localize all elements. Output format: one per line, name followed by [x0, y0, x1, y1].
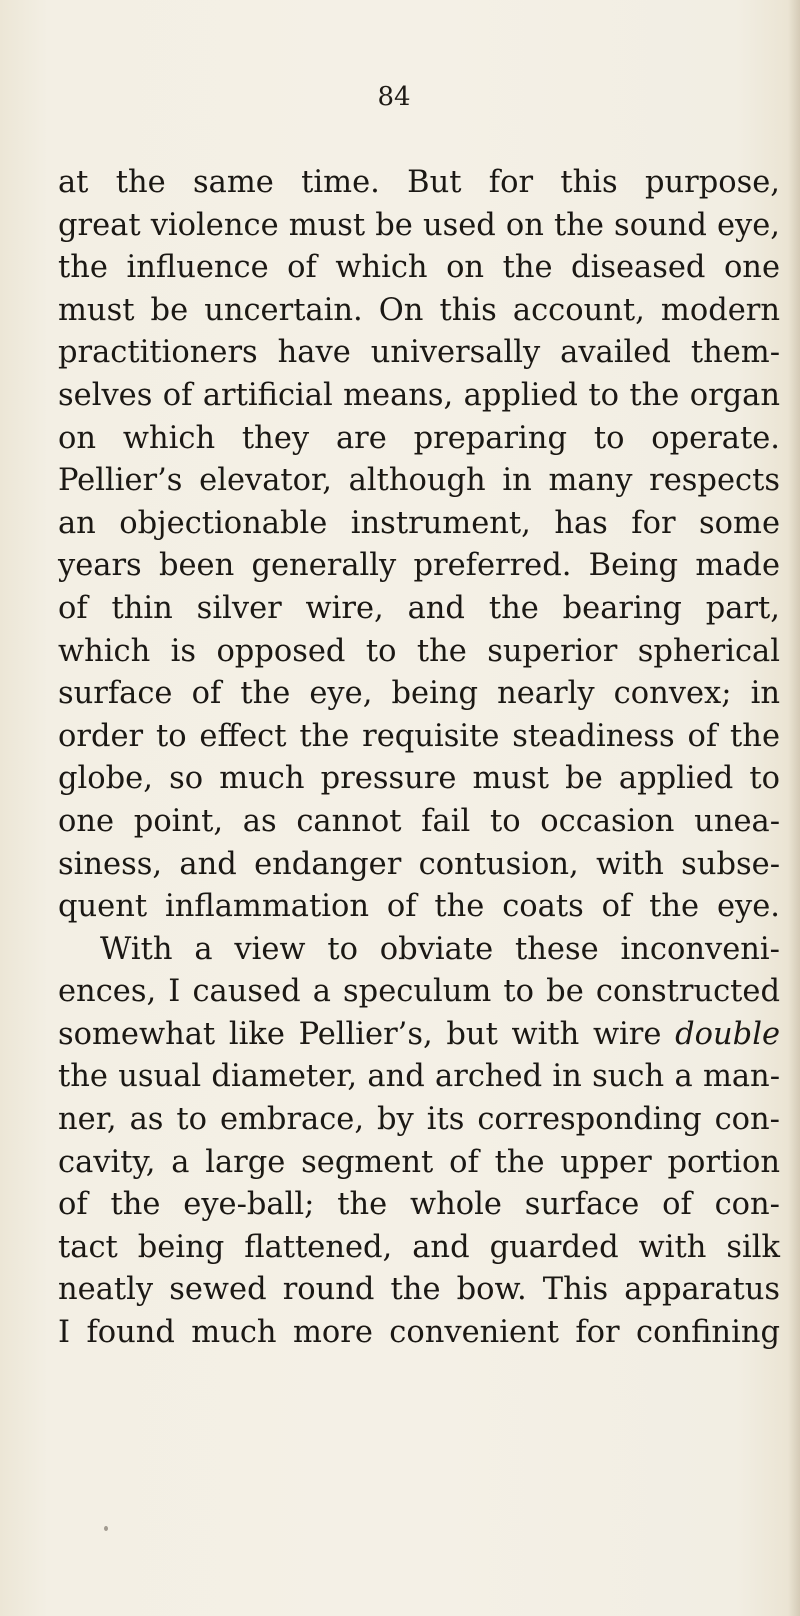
text-line: tact being flattened, and guarded with silk: [58, 1229, 780, 1265]
text-line: years been generally preferred. Being made: [58, 548, 780, 584]
text-line: the influence of which on the diseased one: [58, 250, 780, 286]
text-line: great violence must be used on the sound eye,: [58, 207, 780, 243]
text-line: of thin silver wire, and the bearing part,: [58, 590, 780, 626]
text-line: the usual diameter, and arched in such a man-: [58, 1059, 780, 1095]
text-span: somewhat like Pellier’s, but with wire: [58, 1016, 662, 1052]
text-line: selves of artificial means, applied to the organ: [58, 377, 780, 413]
text-line: cavity, a large segment of the upper portion: [58, 1144, 780, 1180]
text-line: Pellier’s elevator, although in many respects: [58, 463, 780, 499]
text-line: surface of the eye, being nearly convex; in: [58, 676, 780, 712]
text-line: ner, as to embrace, by its corresponding con-: [58, 1102, 780, 1138]
text-line: on which they are preparing to operate.: [58, 420, 780, 456]
text-line: which is opposed to the superior spherical: [58, 633, 780, 669]
page-number: 84: [377, 82, 411, 112]
paper-speck: [104, 1526, 108, 1531]
text-line: quent inflammation of the coats of the eye.: [58, 889, 780, 925]
page-edge-shadow: [788, 0, 800, 1616]
text-line: siness, and endanger contusion, with subse-: [58, 846, 780, 882]
text-line: I found much more convenient for confining: [58, 1315, 780, 1351]
text-line: ences, I caused a speculum to be constructed: [58, 974, 780, 1010]
text-line: of the eye-ball; the whole surface of con-: [58, 1187, 780, 1223]
text-line: at the same time. But for this purpose,: [58, 165, 780, 200]
text-line: must be uncertain. On this account, modern: [58, 292, 780, 328]
text-line: With a view to obviate these inconveni-: [100, 931, 780, 967]
text-line: practitioners have universally availed them-: [58, 335, 780, 371]
text-line: neatly sewed round the bow. This apparatus: [58, 1272, 780, 1308]
text-line-with-italic: [58, 1014, 780, 1057]
text-line: globe, so much pressure must be applied to: [58, 761, 780, 797]
text-line: an objectionable instrument, has for some: [58, 505, 780, 541]
text-line: order to effect the requisite steadiness of the: [58, 718, 780, 754]
italic-word: double: [675, 1016, 780, 1052]
text-line: one point, as cannot fail to occasion unea-: [58, 803, 780, 839]
body-text: [58, 162, 780, 1355]
